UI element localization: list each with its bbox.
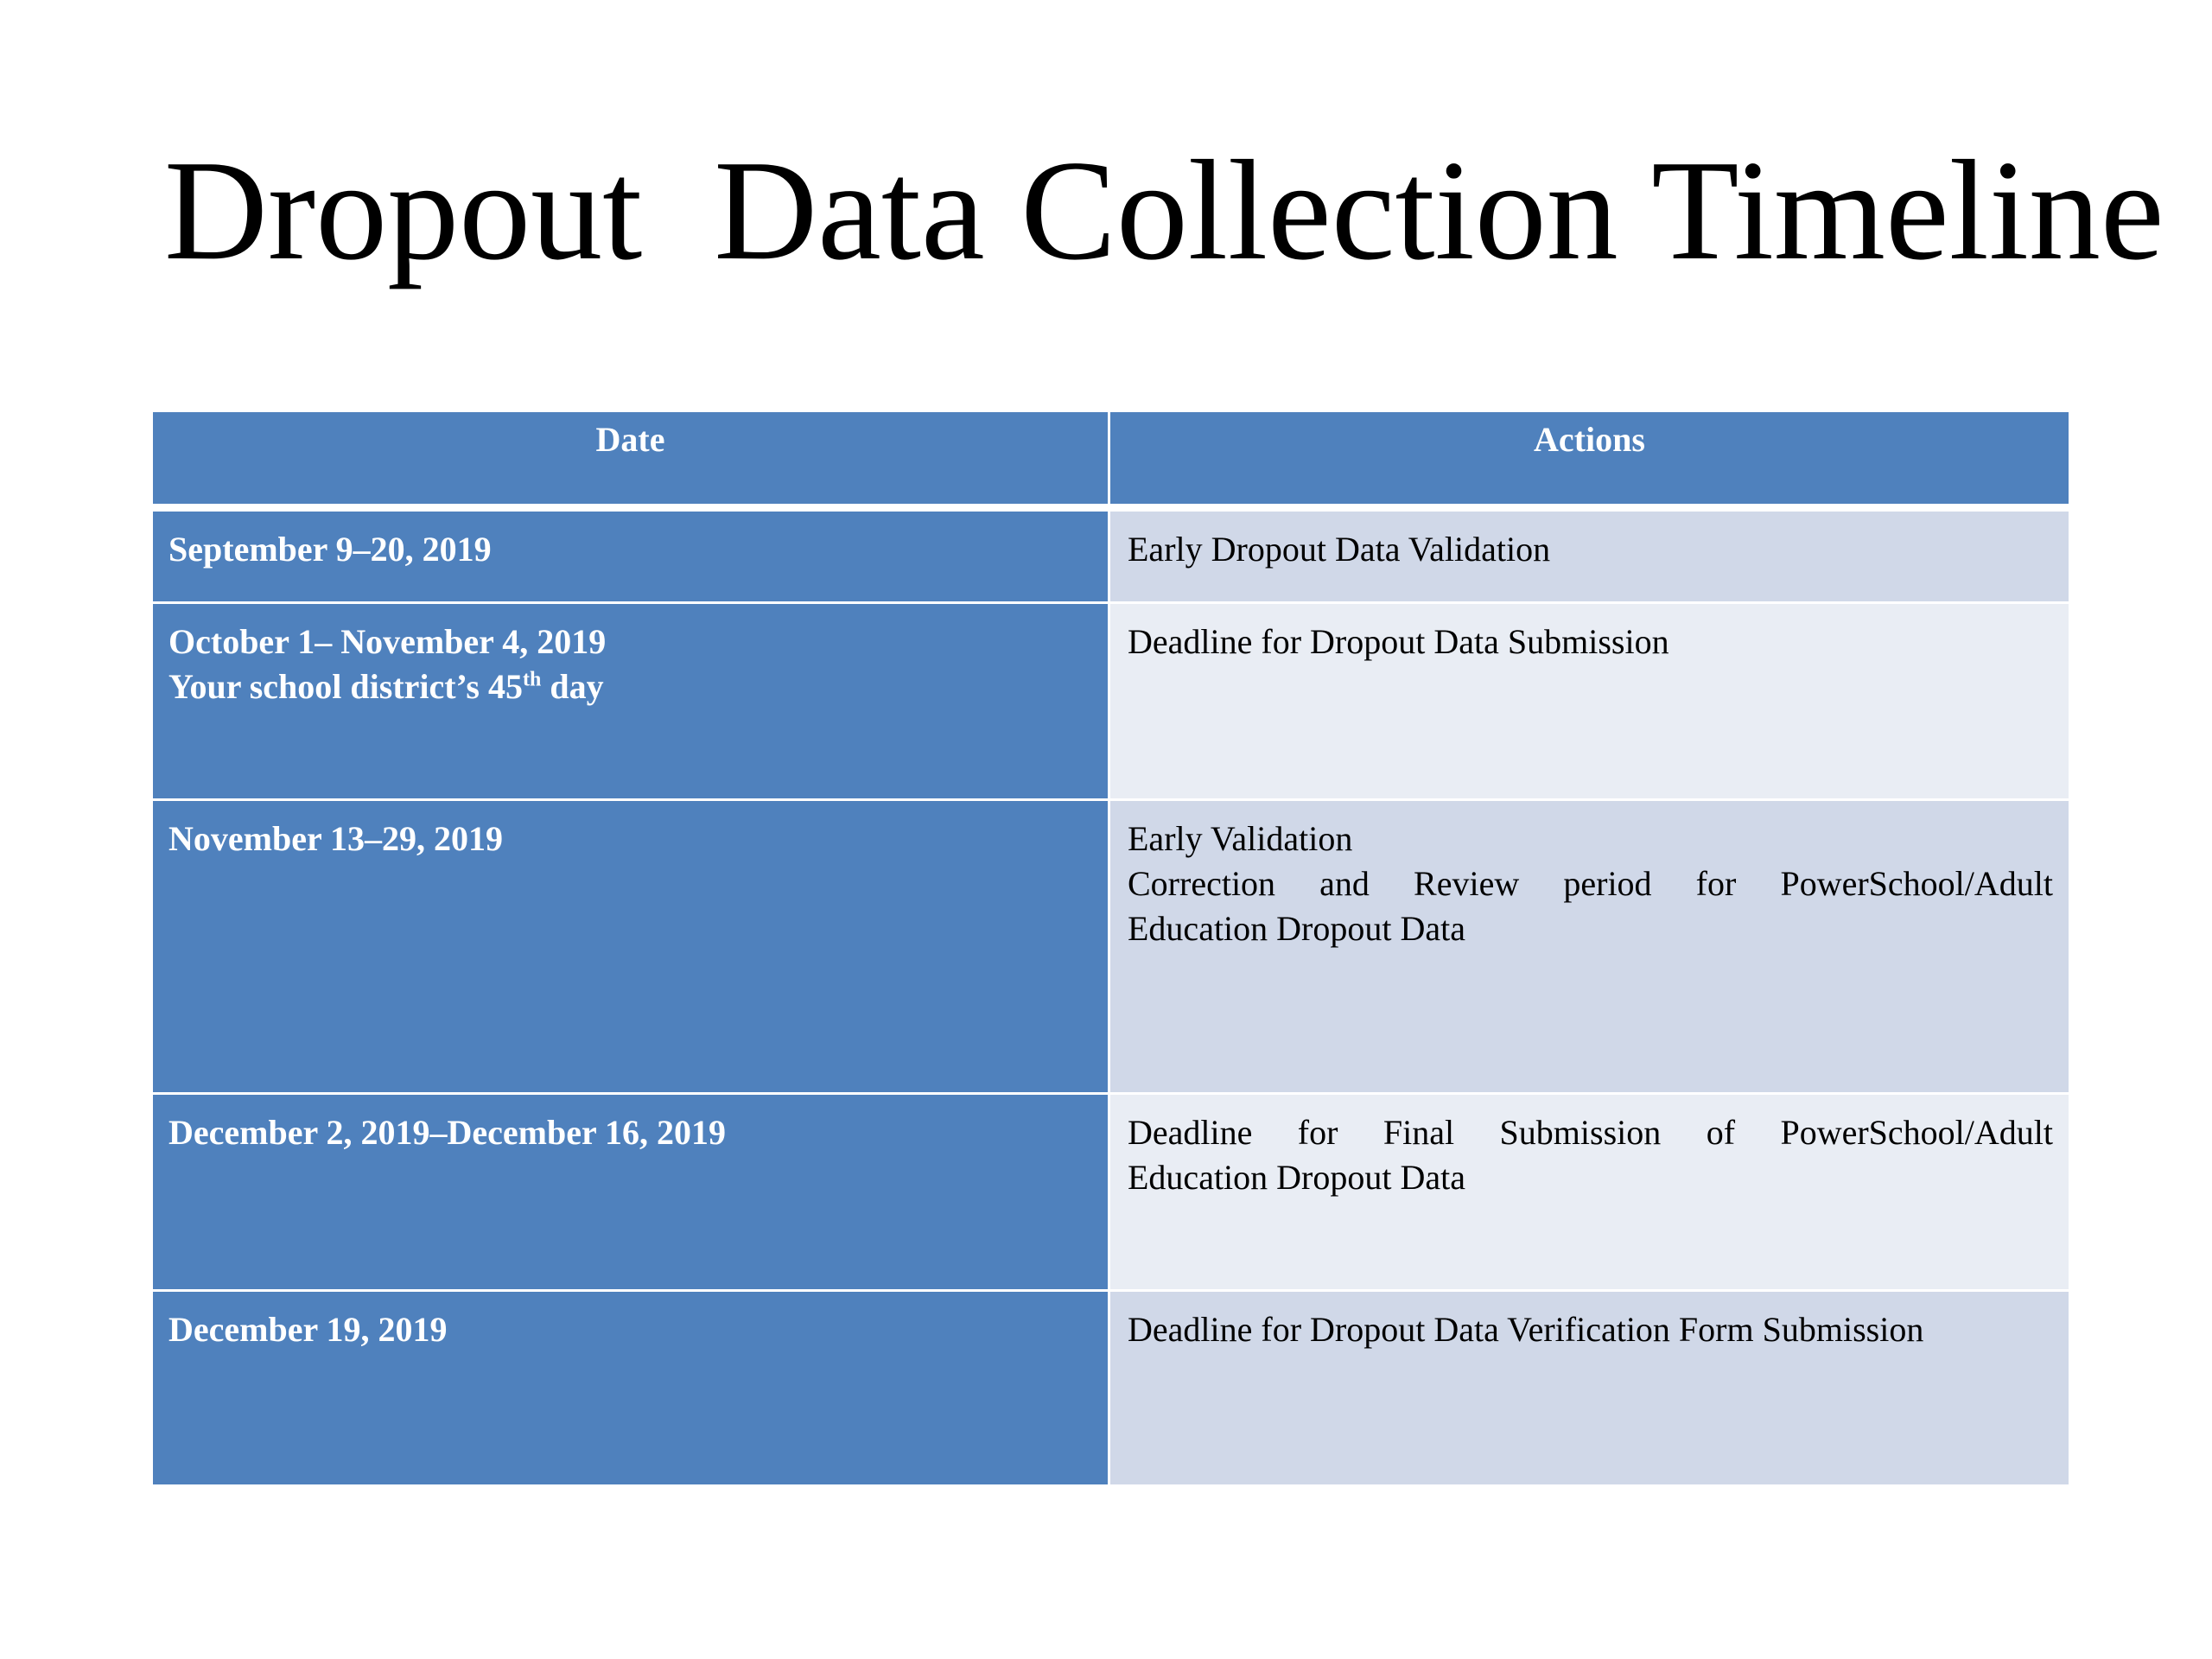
action-text: Deadline for Dropout Data Verification Form Submission xyxy=(1128,1310,1924,1349)
date-text: October 1– November 4, 2019 xyxy=(168,622,607,661)
table-header xyxy=(152,411,2070,508)
date-cell xyxy=(152,800,1109,1094)
header-row xyxy=(152,411,2070,508)
slide-title: Dropout Data Collection Timeline xyxy=(164,130,2164,289)
date-subtext xyxy=(168,664,1092,709)
action-text: Early Validation xyxy=(1128,819,1353,858)
action-text: Education Dropout Data xyxy=(1128,909,1465,948)
date-subtext-main: Your school district’s 45 xyxy=(168,667,523,706)
action-text: Education Dropout Data xyxy=(1128,1158,1465,1197)
date-cell xyxy=(152,1291,1109,1486)
header-actions: Actions xyxy=(1109,411,2070,508)
table-row xyxy=(152,1291,2070,1486)
header-date: Date xyxy=(152,411,1109,508)
action-text: Correction and Review period for PowerSchool/Adult xyxy=(1128,864,2053,903)
date-cell xyxy=(152,603,1109,800)
table-row xyxy=(152,1094,2070,1291)
date-text: December 2, 2019–December 16, 2019 xyxy=(168,1113,726,1152)
table-row xyxy=(152,508,2070,603)
action-cell xyxy=(1109,1094,2070,1291)
table-body xyxy=(152,508,2070,1486)
ordinal-suffix: th xyxy=(523,668,542,691)
action-cell xyxy=(1109,1291,2070,1486)
date-text: December 19, 2019 xyxy=(168,1310,448,1349)
date-text: November 13–29, 2019 xyxy=(168,819,503,858)
table-row xyxy=(152,603,2070,800)
timeline-table xyxy=(150,410,2071,1487)
action-cell xyxy=(1109,800,2070,1094)
action-text: Deadline for Dropout Data Submission xyxy=(1128,622,1669,661)
date-cell xyxy=(152,508,1109,603)
table-row xyxy=(152,800,2070,1094)
date-subtext-tail: day xyxy=(541,667,604,706)
action-text: Deadline for Final Submission of PowerSchool/Adult xyxy=(1128,1113,2053,1152)
date-cell xyxy=(152,1094,1109,1291)
action-cell xyxy=(1109,508,2070,603)
date-text: September 9–20, 2019 xyxy=(168,530,492,569)
action-text: Early Dropout Data Validation xyxy=(1128,530,1551,569)
action-cell xyxy=(1109,603,2070,800)
